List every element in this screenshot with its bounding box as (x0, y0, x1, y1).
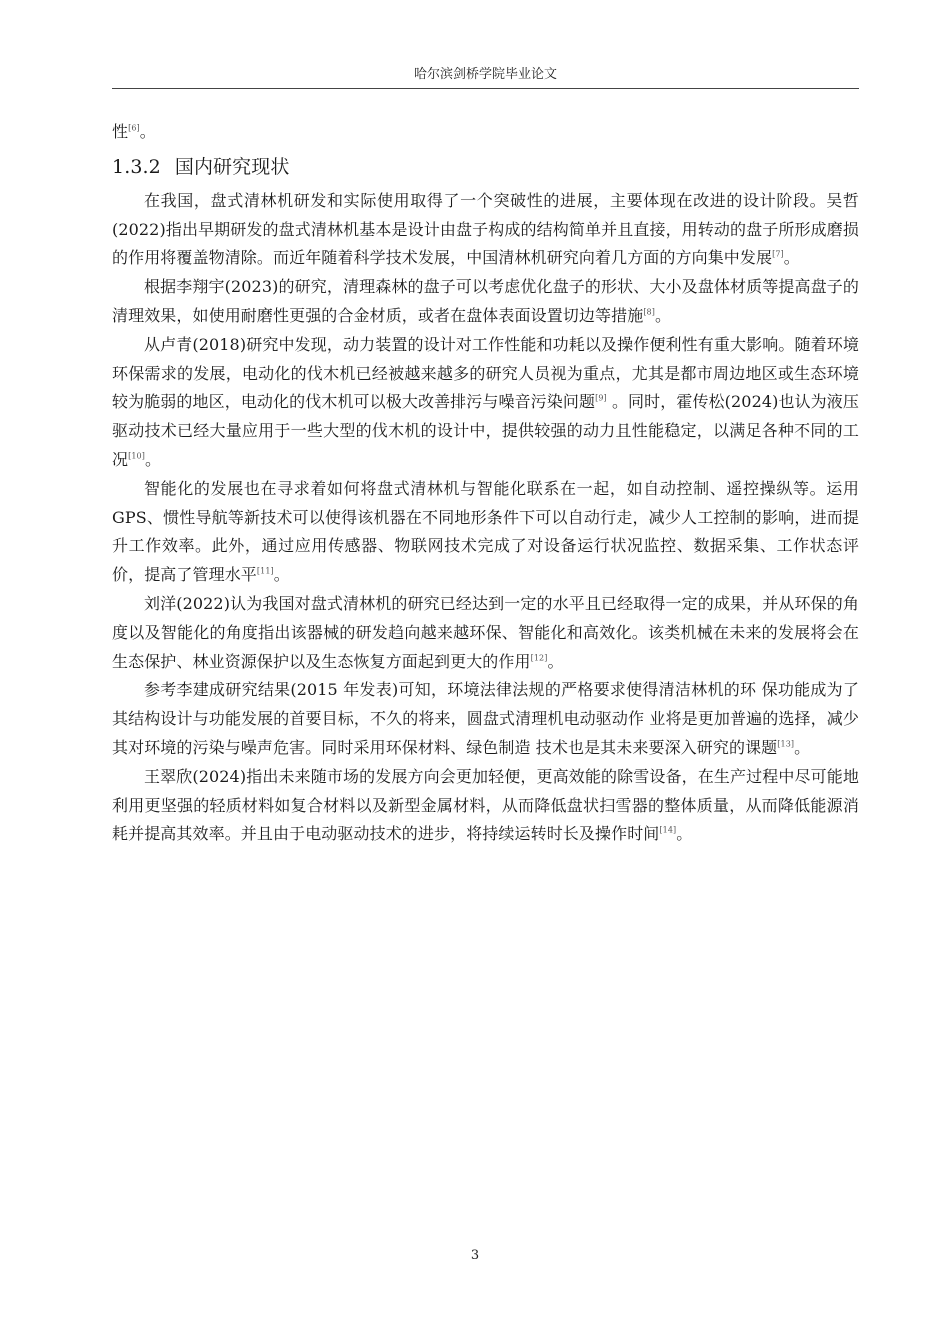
continued-line: 性[6]。 (112, 122, 156, 141)
citation-ref: [8] (643, 307, 655, 317)
citation-ref: [14] (659, 826, 677, 835)
header-rule (112, 88, 859, 89)
paragraph: 智能化的发展也在寻求着如何将盘式清林机与智能化联系在一起，如自动控制、遥控操纵等。运用 GPS、惯性导航等新技术可以使得该机器在不同地形条件下可以自动行走，减少人工控制的影响，进而提升工作效率。此外，通过应用传感器、物联网技术完成了对设备运行状况监控、数据采集、工作状态评价，提高了管理水平[11]。 (112, 478, 859, 585)
paragraph: 从卢青(2018)研究中发现，动力装置的设计对工作性能和功耗以及操作便利性有重大影响。随着环境环保需求的发展，电动化的伐木机已经被越来越多的研究人员视为重点，尤其是都市周边地区或生态环境较为脆弱的地区，电动化的伐木机可以极大改善排污与噪音污染问题[9] 。同时，霍传松(2024)也认为液压驱动技术已经大量应用于一些大型的伐木机的设计中，提供较强的动力且性能稳定，以满足各种不同的工况[10]。 (112, 334, 859, 469)
body-text (112, 118, 859, 849)
citation-ref: [10] (128, 451, 145, 461)
citation-ref: [6] (128, 123, 140, 133)
page-number: 3 (470, 1248, 480, 1263)
paragraph: 在我国，盘式清林机研发和实际使用取得了一个突破性的进展，主要体现在改进的设计阶段。吴哲(2022)指出早期研发的盘式清林机基本是设计由盘子构成的结构简单并且直接，用转动的盘子所形成磨损的作用将覆盖物清除。而近年随着科学技术发展，中国清林机研究向着几方面的方向集中发展[7]。 (112, 190, 859, 268)
paragraph: 王翠欣(2024)指出未来随市场的发展方向会更加轻便，更高效能的除雪设备，在生产过程中尽可能地利用更坚强的轻质材料如复合材料以及新型金属材料，从而降低盘状扫雪器的整体质量，从而降低能源消耗并提高其效率。并且由于电动驱动技术的进步，将持续运转时长及操作时间[14]。 (112, 766, 859, 844)
paragraph: 参考李建成研究结果(2015 年发表)可知，环境法律法规的严格要求使得清洁林机的环 保功能成为了其结构设计与功能发展的首要目标，不久的将来，圆盘式清理机电动驱动作 业将是更加普遍的选择，减少其对环境的污染与噪声危害。同时采用环保材料、绿色制造 技术也是其未来要深入研究的课题[13]。 (112, 680, 859, 757)
citation-ref: [7] (772, 250, 784, 260)
citation-ref: [9] (595, 394, 607, 404)
citation-ref: [12] (530, 653, 548, 663)
section-number: 1.3.2 (112, 155, 161, 178)
citation-ref: [11] (256, 566, 274, 576)
paragraph: 刘洋(2022)认为我国对盘式清林机的研究已经达到一定的水平且已经取得一定的成果，并从环保的角度以及智能化的角度指出该器械的研发趋向越来越环保、智能化和高效化。该类机械在未来的发展将会在生态保护、林业资源保护以及生态恢复方面起到更大的作用[12]。 (112, 593, 859, 671)
running-header: 哈尔滨剑桥学院毕业论文 (413, 67, 557, 82)
citation-ref: [13] (777, 739, 795, 749)
paragraph: 根据李翔宇(2023)的研究，清理森林的盘子可以考虑优化盘子的形状、大小及盘体材质等提高盘子的清理效果，如使用耐磨性更强的合金材质，或者在盘体表面设置切边等措施[8]。 (112, 277, 859, 325)
section-title: 国内研究现状 (174, 155, 290, 178)
section-heading (112, 153, 859, 181)
